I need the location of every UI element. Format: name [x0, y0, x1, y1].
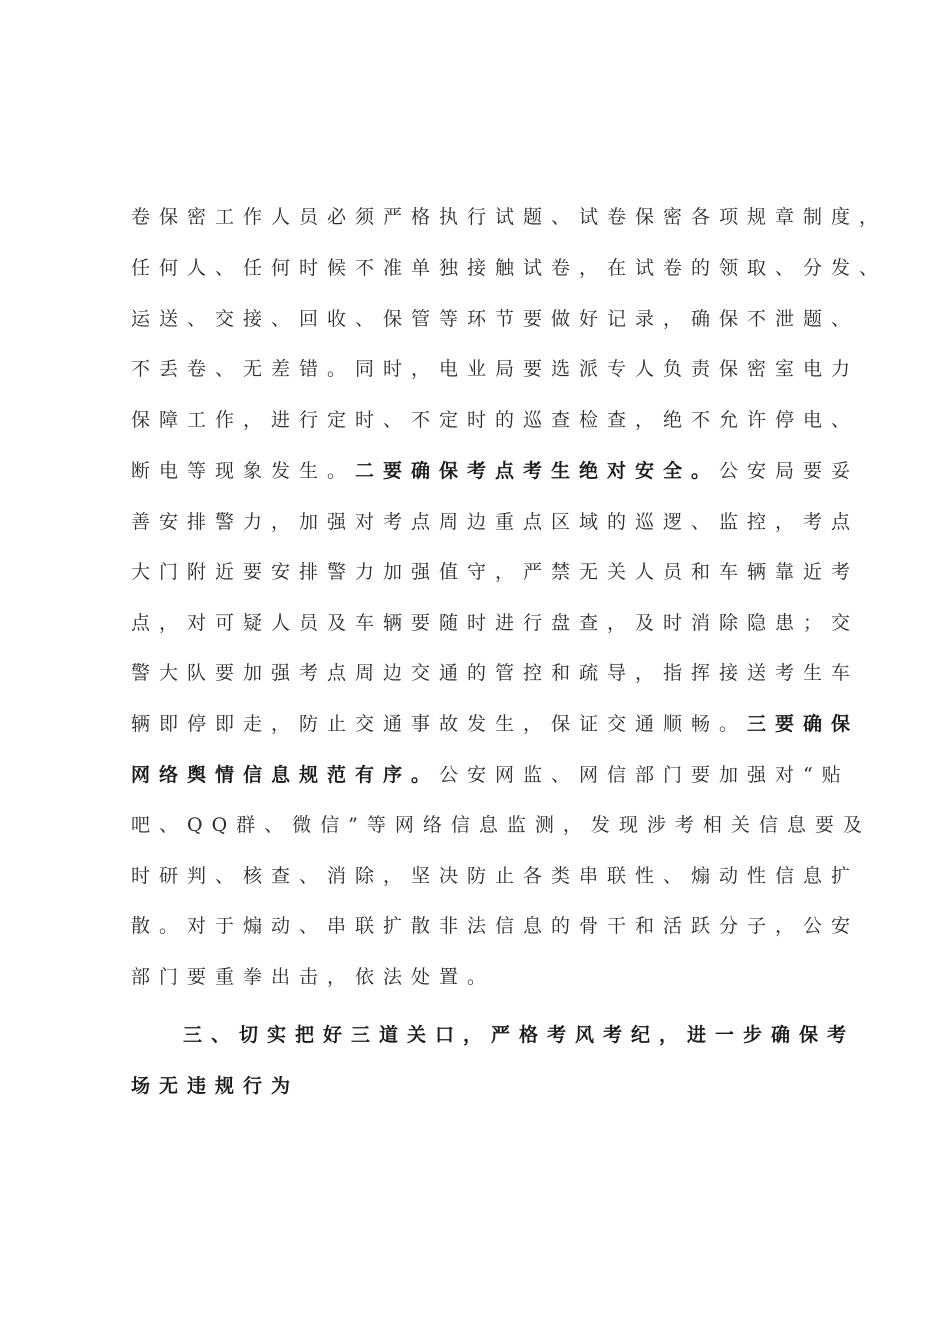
body-line-16	[131, 962, 851, 992]
body-line-6	[131, 456, 860, 486]
section-heading-line-1	[183, 1020, 903, 1050]
text-run: 任何人、任何时候不准单独接触试卷，在试卷的领取、分发、	[131, 257, 888, 279]
text-run: 点，对可疑人员及车辆要随时进行盘查，及时消除隐患；交	[131, 612, 860, 634]
section-heading-text: 场无违规行为	[131, 1075, 300, 1097]
section-heading-text: 三、切实把好三道关口，严格考风考纪，进一步确保考	[183, 1024, 856, 1046]
text-run: 辆即停即走，防止交通事故发生，保证交通顺畅。	[131, 713, 748, 735]
body-line-15	[131, 911, 860, 941]
bold-text-run: 二要确保考点考生绝对安全。	[355, 460, 720, 482]
section-heading-line-2	[131, 1071, 851, 1101]
body-line-14	[131, 861, 860, 891]
body-line-1	[131, 202, 888, 232]
body-line-11	[131, 709, 860, 739]
text-run: 时研判、核查、消除，坚决防止各类串联性、煽动性信息扩	[131, 865, 860, 887]
body-line-9	[131, 608, 860, 638]
body-line-12	[131, 760, 851, 790]
text-run: 部门要重拳出击，依法处置。	[131, 966, 496, 988]
body-line-7	[131, 507, 860, 537]
text-run: 公安网监、网信部门要加强对“贴	[439, 764, 850, 786]
body-line-5	[131, 405, 860, 435]
text-run: 卷保密工作人员必须严格执行试题、试卷保密各项规章制度，	[131, 206, 888, 228]
body-line-4	[131, 354, 860, 384]
text-run: 不丢卷、无差错。同时，电业局要选派专人负责保密室电力	[131, 358, 860, 380]
bold-text-run: 三要确保	[747, 713, 860, 735]
text-run: 断电等现象发生。	[131, 460, 356, 482]
text-run: 运送、交接、回收、保管等环节要做好记录，确保不泄题、	[131, 308, 860, 330]
body-line-8	[131, 557, 860, 587]
text-run: 吧、QQ群、微信”等网络信息监测，发现涉考相关信息要及	[131, 814, 871, 836]
text-run: 警大队要加强考点周边交通的管控和疏导，指挥接送考生车	[131, 662, 860, 684]
bold-text-run: 网络舆情信息规范有序。	[131, 764, 440, 786]
body-line-10	[131, 658, 860, 688]
text-run: 散。对于煽动、串联扩散非法信息的骨干和活跃分子，公安	[131, 915, 860, 937]
body-line-3	[131, 304, 860, 334]
body-line-13	[131, 810, 871, 840]
body-line-2	[131, 253, 888, 283]
text-run: 善安排警力，加强对考点周边重点区域的巡逻、监控，考点	[131, 511, 860, 533]
text-run: 公安局要妥	[719, 460, 860, 482]
text-run: 保障工作，进行定时、不定时的巡查检查，绝不允许停电、	[131, 409, 860, 431]
text-run: 大门附近要安排警力加强值守，严禁无关人员和车辆靠近考	[131, 561, 860, 583]
